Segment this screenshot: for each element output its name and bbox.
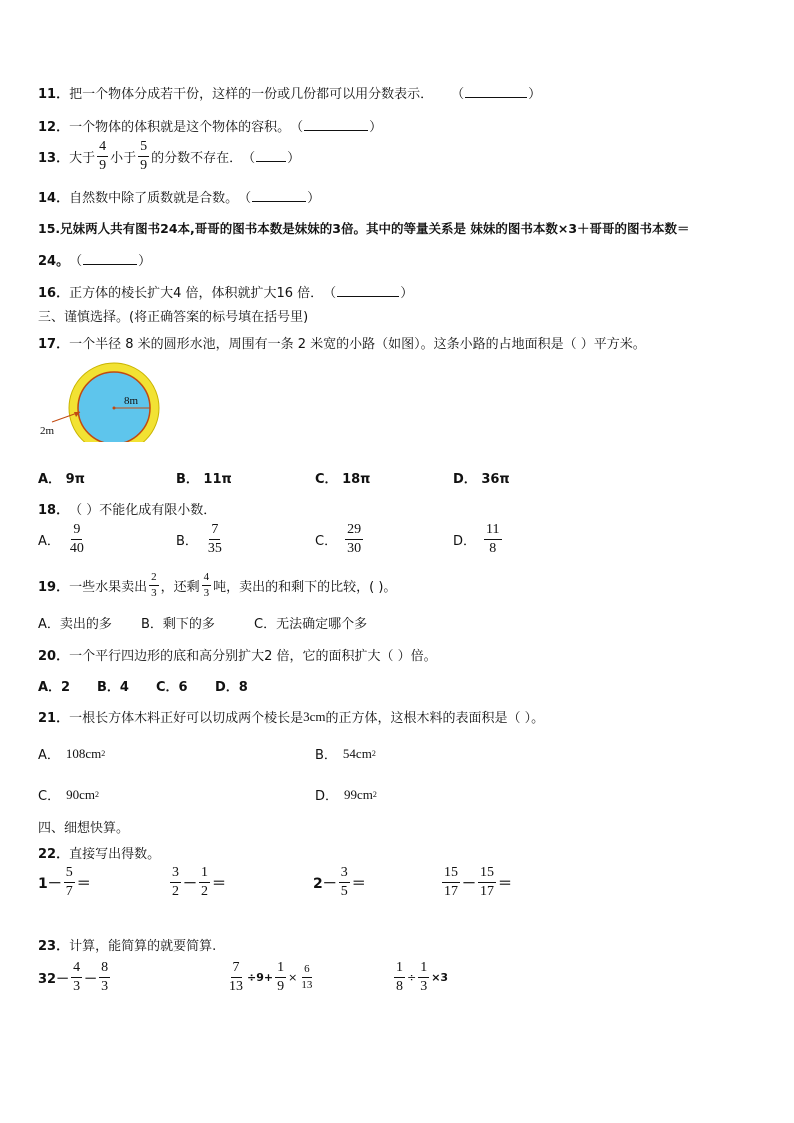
answer-blank[interactable] — [83, 254, 137, 265]
answer-blank[interactable] — [465, 87, 527, 98]
q20-option-c[interactable]: C．6 — [156, 680, 188, 695]
question-text: 一个平行四边形的底和高分别扩大2 倍，它的面积扩大（ ）倍。 — [69, 649, 437, 664]
q19-option-c[interactable]: C．无法确定哪个多 — [254, 617, 368, 632]
question-number: 13． — [38, 151, 70, 166]
question-text: 把一个物体分成若干份，这样的一份或几份都可以用分数表示． — [69, 87, 434, 102]
q21-option-b[interactable]: B． 54cm 2 — [315, 745, 376, 763]
question-text: 计算，能简算的就要简算. — [69, 939, 217, 954]
question-12: 12． 一个物体的体积就是这个物体的容积。 （ ） — [38, 116, 382, 135]
question-17 — [38, 333, 646, 352]
center-dot — [113, 407, 116, 410]
question-14: 14． 自然数中除了质数就是合数。 （ ） — [38, 187, 320, 206]
q22-expression-2: $\frac{3}{2}$ － $\frac{1}{2}$ ＝ — [172, 865, 226, 899]
q17-option-b[interactable]: B． 11π — [176, 472, 232, 487]
q17-option-d[interactable]: D． 36π — [453, 472, 510, 487]
question-number: 15. — [38, 220, 61, 236]
q23-expression-2: $\frac{7}{13}$ ÷9+ $\frac{1}{9}$ × $\frac{6}{13}$ — [229, 960, 313, 994]
q23-expression-3: $\frac{1}{8}$ ÷ $\frac{1}{3}$ ×3 — [396, 960, 449, 994]
fraction: $\frac{4}{9}$ — [99, 139, 107, 173]
fraction: $\frac{5}{9}$ — [140, 139, 148, 173]
question-number: 23． — [38, 939, 70, 954]
question-number: 21． — [38, 711, 70, 726]
q18-option-a[interactable]: A． $\frac{9}{40}$ — [38, 522, 84, 556]
q21-option-a[interactable]: A． 108cm 2 — [38, 745, 106, 763]
question-15-line2: 24。 （ ） — [38, 254, 152, 269]
answer-blank[interactable] — [252, 191, 306, 202]
q21-option-c[interactable]: C． 90cm 2 — [38, 786, 99, 804]
q22-expression-4: $\frac{15}{17}$ － $\frac{15}{17}$ ＝ — [444, 865, 512, 899]
q17-option-c[interactable]: C． 18π — [315, 472, 371, 487]
question-22 — [38, 843, 160, 862]
q19-option-a[interactable]: A．卖出的多 — [38, 617, 112, 632]
q18-option-c[interactable]: C． $\frac{29}{30}$ — [315, 522, 362, 556]
question-number: 14． — [38, 191, 70, 206]
q20-option-a[interactable]: A．2 — [38, 680, 71, 695]
section-3-heading: 三、谨慎选择。(将正确答案的标号填在括号里) — [38, 310, 309, 325]
question-text: 正方体的棱长扩大4 倍，体积就扩大16 倍． — [69, 286, 324, 301]
q18-option-b[interactable]: B． $\frac{7}{35}$ — [176, 522, 222, 556]
q20-option-d[interactable]: D．8 — [215, 680, 248, 695]
question-number: 20． — [38, 649, 70, 664]
question-number: 22． — [38, 847, 70, 862]
question-number: 19． — [38, 580, 70, 595]
q17-option-a[interactable]: A． 9π — [38, 472, 85, 487]
question-11: 11． 把一个物体分成若干份，这样的一份或几份都可以用分数表示． （ ） — [38, 83, 541, 102]
answer-blank[interactable] — [337, 286, 399, 297]
question-text: 兄妹两人共有图书24本,哥哥的图书本数是妹妹的3倍。其中的等量关系是 妹妹的图书本数×3＋哥哥的图书本数＝ — [60, 221, 690, 236]
question-20 — [38, 645, 437, 664]
question-19: 19． 一些水果卖出 $\frac{2}{3}$ ，还剩 $\frac{4}{3}$ 吨，卖出的和剩下的比较，( )。 — [38, 571, 397, 599]
question-number: 18． — [38, 503, 70, 518]
section-4-heading: 四、细想快算。 — [38, 821, 130, 836]
question-text: 直接写出得数。 — [69, 847, 161, 862]
pool-figure — [36, 362, 166, 442]
q20-option-b[interactable]: B．4 — [97, 680, 129, 695]
q19-option-b[interactable]: B．剩下的多 — [141, 617, 215, 632]
question-21: 21． 一根长方体木料正好可以切成两个棱长是 3cm 的正方体，这根木料的表面积是（ ）。 — [38, 708, 545, 726]
question-13: 13． 大于 $\frac{4}{9}$ 小于 $\frac{5}{9}$ 的分数不存在． （ ） — [38, 139, 301, 173]
q22-expression-3: 2－ $\frac{3}{5}$ ＝ — [313, 865, 366, 899]
question-text: 一个半径 8 米的圆形水池，周围有一条 2 米宽的小路（如图）。这条小路的占地面积是（ ）平方米。 — [69, 337, 646, 352]
question-number: 16． — [38, 286, 70, 301]
radius-label: 8m — [124, 395, 139, 407]
q18-option-d[interactable]: D． $\frac{11}{8}$ — [453, 522, 500, 556]
question-23 — [38, 935, 216, 954]
question-number: 17． — [38, 337, 70, 352]
question-text: 一个物体的体积就是这个物体的容积。 — [69, 120, 291, 135]
question-16: 16． 正方体的棱长扩大4 倍，体积就扩大16 倍． （ ） — [38, 282, 413, 301]
question-18 — [38, 499, 216, 518]
question-15 — [38, 219, 690, 237]
width-label: 2m — [40, 425, 55, 437]
question-number: 12． — [38, 120, 70, 135]
question-text: （ ）不能化成有限小数． — [69, 503, 217, 518]
q22-expression-1: 1－ $\frac{5}{7}$ ＝ — [38, 865, 91, 899]
answer-blank[interactable] — [256, 151, 286, 162]
q21-option-d[interactable]: D． 99cm 2 — [315, 786, 377, 804]
question-text: 自然数中除了质数就是合数。 — [69, 191, 239, 206]
answer-blank[interactable] — [304, 120, 368, 131]
q23-expression-1: 32－ $\frac{4}{3}$ － $\frac{8}{3}$ — [38, 960, 109, 994]
question-number: 11． — [38, 87, 70, 102]
